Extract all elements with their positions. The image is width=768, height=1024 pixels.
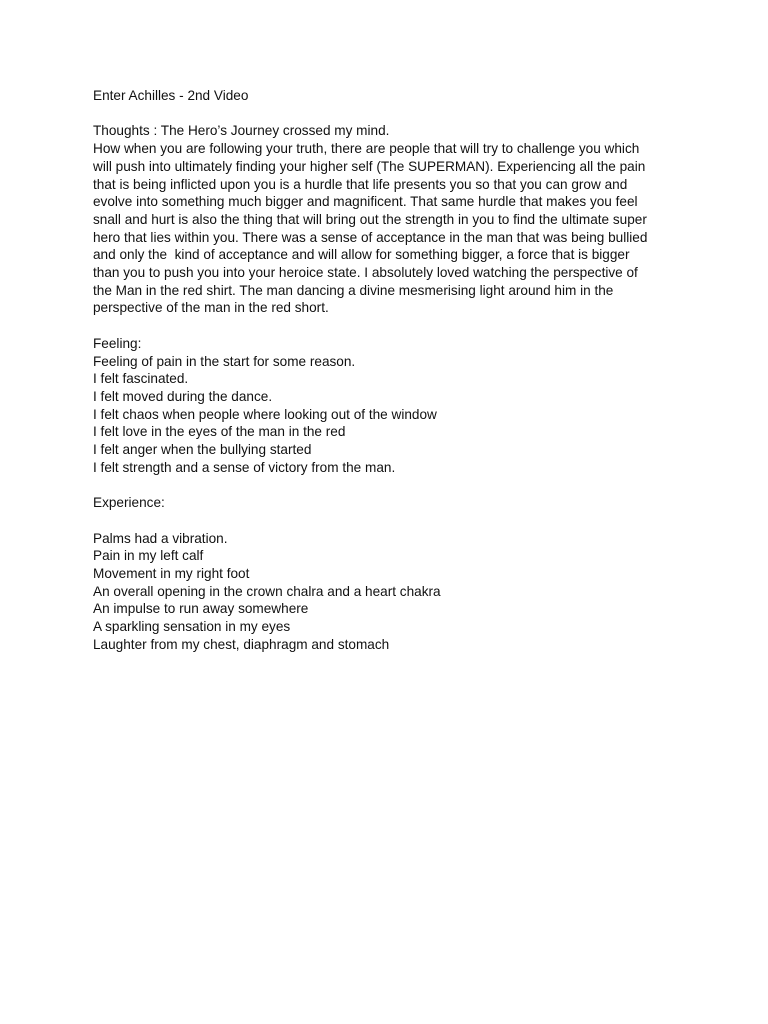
thoughts-line: that is being inflicted upon you is a hurdle that life presents you so that you can grow and xyxy=(93,176,628,192)
experience-heading: Experience: xyxy=(93,495,165,511)
thoughts-line: evolve into something much bigger and magnificent. That same hurdle that makes you feel xyxy=(93,194,638,210)
document-title: Enter Achilles - 2nd Video xyxy=(93,88,249,103)
thoughts-line: perspective of the man in the red short. xyxy=(93,300,329,316)
feeling-line: Feeling of pain in the start for some reason. xyxy=(93,353,356,369)
thoughts-line: the Man in the red shirt. The man dancing a divine mesmerising light around him in the xyxy=(93,282,614,298)
experience-section xyxy=(93,494,678,653)
experience-line: Pain in my left calf xyxy=(93,548,204,564)
thoughts-line: than you to push you into your heroice state. I absolutely loved watching the perspective of xyxy=(93,265,638,281)
feeling-line: I felt moved during the dance. xyxy=(93,388,273,404)
thoughts-line: hero that lies within you. There was a sense of acceptance in the man that was being bullied xyxy=(93,229,648,245)
experience-line: Laughter from my chest, diaphragm and stomach xyxy=(93,636,390,652)
feeling-line: I felt chaos when people where looking out of the window xyxy=(93,406,437,422)
experience-line: Movement in my right foot xyxy=(93,565,250,581)
feeling-line: I felt love in the eyes of the man in the red xyxy=(93,424,346,440)
thoughts-line: and only the kind of acceptance and will allow for something bigger, a force that is bigger xyxy=(93,247,630,263)
experience-line: A sparkling sensation in my eyes xyxy=(93,619,291,635)
spacer xyxy=(93,476,678,494)
thoughts-line: will push into ultimately finding your higher self (The SUPERMAN). Experiencing all the pain xyxy=(93,158,646,174)
feeling-line: I felt anger when the bullying started xyxy=(93,442,312,458)
thoughts-section xyxy=(93,122,678,317)
thoughts-heading: Thoughts : The Hero’s Journey crossed my mind. xyxy=(93,123,390,139)
spacer xyxy=(93,105,678,123)
thoughts-line: snall and hurt is also the thing that will bring out the strength in you to find the ultimate super xyxy=(93,211,647,227)
thoughts-line: How when you are following your truth, there are people that will try to challenge you which xyxy=(93,141,640,157)
feeling-line: I felt strength and a sense of victory from the man. xyxy=(93,459,396,475)
feeling-heading: Feeling: xyxy=(93,335,142,351)
spacer xyxy=(93,512,678,530)
experience-line: An impulse to run away somewhere xyxy=(93,601,309,617)
experience-line: Palms had a vibration. xyxy=(93,530,228,546)
spacer xyxy=(93,317,678,335)
feeling-section xyxy=(93,335,678,477)
feeling-line: I felt fascinated. xyxy=(93,371,189,387)
experience-line: An overall opening in the crown chalra and a heart chakra xyxy=(93,583,441,599)
